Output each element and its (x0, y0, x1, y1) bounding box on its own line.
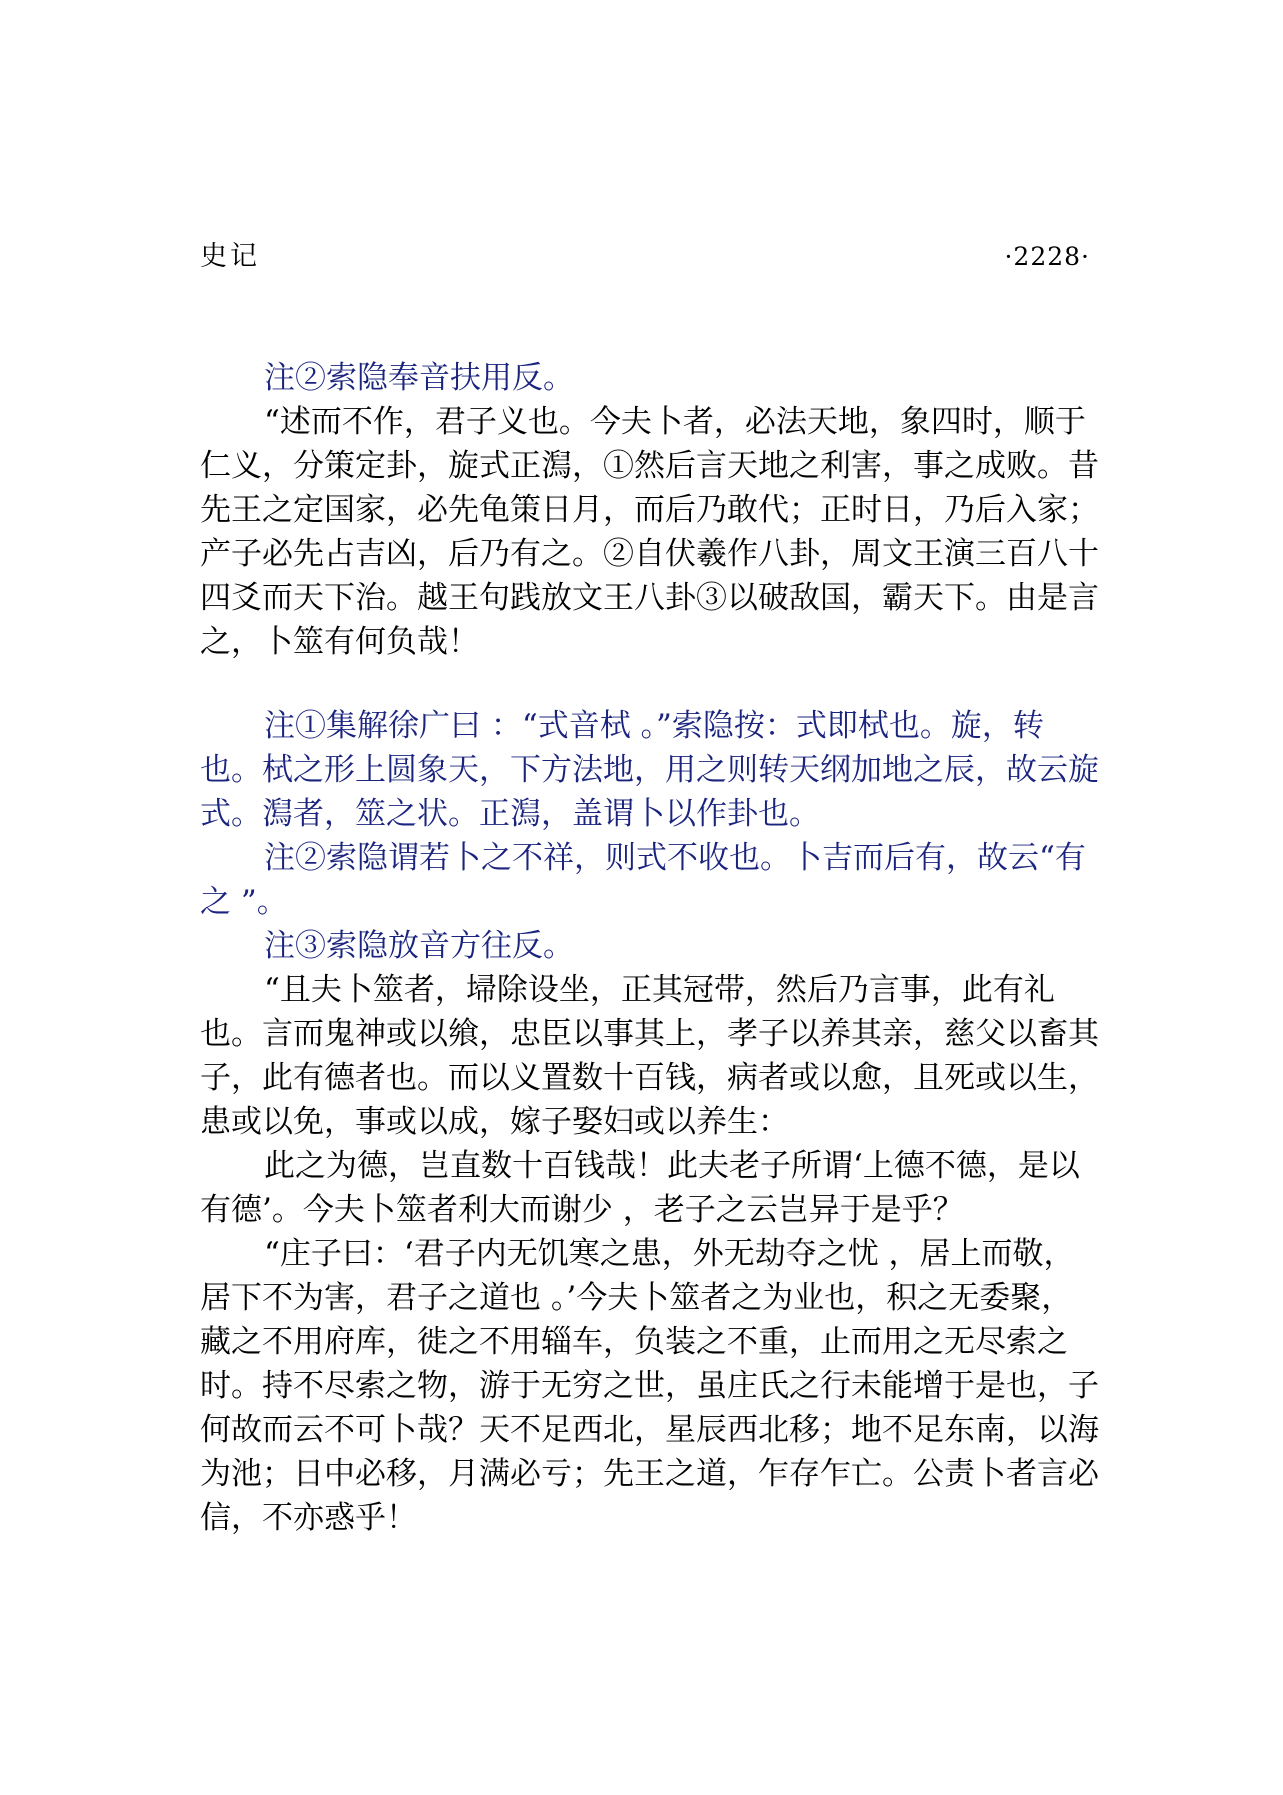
page-body (200, 356, 1100, 1540)
page-header (200, 237, 1090, 277)
annotation-paragraph: 注③索隐放音方往反。 (264, 928, 574, 964)
text-paragraph: “庄子曰：‘君子内无饥寒之患，外无劫夺之忧 ，居上而敬，居下不为害，君子之道也 。’今夫卜筮者之为业也，积之无委聚，藏之不用府库，徙之不用辎车，负装之不重，止而用之无尽索之时。持不尽索之物，游于无穷之世，虽庄氏之行未能增于是也，子何故而云不可卜哉？天不足西北，星辰西北移；地不足东南，以海为池；日中必移，月满必亏；先王之道，乍存乍亡。公责卜者言必信，不亦惑乎！ (200, 1236, 1099, 1536)
annotation-paragraph: 注①集解徐广曰 ：“式音栻 。”索隐按：式即栻也。旋，转也。栻之形上圆象天，下方法地，用之则转天纲加地之辰，故云旋式。澙者，筮之状。正澙，盖谓卜以作卦也。 (200, 708, 1099, 832)
paragraph-gap (200, 664, 1100, 704)
annotation-paragraph: 注②索隐谓若卜之不祥，则式不收也。卜吉而后有，故云“有之 ”。 (200, 840, 1086, 920)
text-paragraph: “述而不作，君子义也。今夫卜者，必法天地，象四时，顺于仁义，分策定卦，旋式正澙，①然后言天地之利害，事之成败。昔先王之定国家，必先龟策日月，而后乃敢代；正时日，乃后入家；产子必先占吉凶，后乃有之。②自伏羲作八卦，周文王演三百八十四爻而天下治。越王句践放文王八卦③以破敌国，霸天下。由是言之，卜筮有何负哉！ (200, 404, 1099, 660)
text-paragraph: 此之为德，岂直数十百钱哉！此夫老子所谓‘上德不德，是以有德’。今夫卜筮者利大而谢少 ，老子之云岂异于是乎？ (200, 1148, 1080, 1228)
annotation-paragraph: 注②索隐奉音扶用反。 (264, 360, 574, 396)
book-title: 史记 (200, 241, 260, 272)
page-number: ·2228· (1004, 242, 1090, 271)
text-paragraph: “且夫卜筮者，埽除设坐，正其冠带，然后乃言事，此有礼也。言而鬼神或以飨，忠臣以事其上，孝子以养其亲，慈父以畜其子，此有德者也。而以义置数十百钱，病者或以愈，且死或以生，患或以免，事或以成，嫁子娶妇或以养生： (200, 972, 1099, 1140)
